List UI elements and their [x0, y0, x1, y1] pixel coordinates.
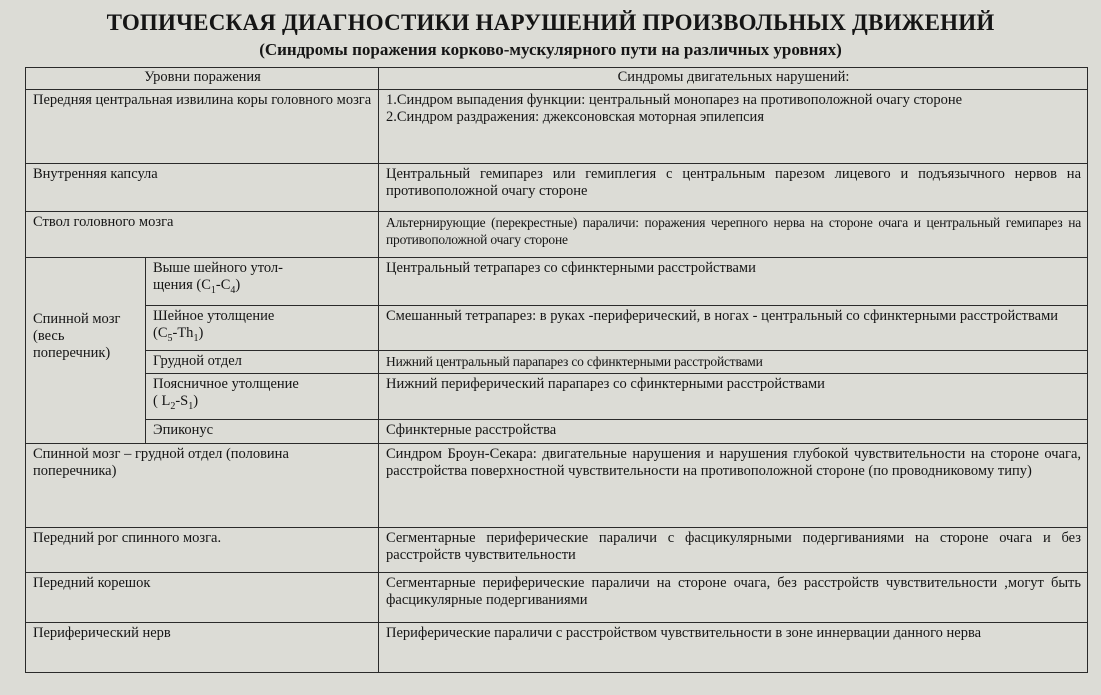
- table-row: [26, 306, 1088, 351]
- syndrome-cell: Периферические параличи с расстройством чувствительности в зоне иннервации данного нерва: [379, 623, 1088, 673]
- syndrome-cell: Сегментарные периферические параличи на стороне очага, без расстройств чувствительности ,могут быть фасцикулярные подергиваниями: [379, 573, 1088, 623]
- syndrome-cell: Альтернирующие (перекрестные) параличи: поражения черепного нерва на стороне очага и центральный гемипарез на противоположной очагу стороне: [379, 212, 1088, 258]
- level-subscript: 4: [230, 284, 236, 296]
- level-range-text: ): [193, 393, 199, 409]
- table-row: [26, 420, 1088, 444]
- level-range-text: ): [235, 277, 241, 293]
- table-row: [26, 573, 1088, 623]
- level-cell: Передний корешок: [26, 573, 379, 623]
- table-row: [26, 623, 1088, 673]
- header-syndromes: Синдромы двигательных нарушений:: [379, 68, 1088, 90]
- spinal-group-label: Спинной мозг (весь поперечник): [33, 310, 121, 361]
- level-cell: [146, 306, 379, 351]
- level-cell: Передняя центральная извилина коры головного мозга: [26, 90, 379, 164]
- level-range-text: -C: [215, 277, 231, 293]
- level-range: [153, 277, 372, 294]
- syndrome-cell: Синдром Броун-Секара: двигательные нарушения и нарушения глубокой чувствительности на стороне очага, расстройства поверхностной чувствительности на противоположной стороне (по проводниковому типу): [379, 444, 1088, 528]
- level-text: Шейное утолщение: [153, 308, 275, 324]
- level-range-text: щения (C: [153, 277, 211, 293]
- syndrome-cell: Смешанный тетрапарез: в руках -периферический, в ногах - центральный со сфинктерными расстройствами: [379, 306, 1088, 351]
- level-cell: Спинной мозг – грудной отдел (половина поперечника): [26, 444, 379, 528]
- level-subscript: 1: [210, 284, 216, 296]
- level-cell: [146, 258, 379, 306]
- syndrome-cell: Центральный гемипарез или гемиплегия с центральным парезом лицевого и подъязычного нервов на противоположной очагу стороне: [379, 164, 1088, 212]
- table-row: [26, 212, 1088, 258]
- level-subscript: 5: [167, 332, 173, 344]
- level-subscript: 2: [170, 400, 176, 412]
- page-subtitle: (Синдромы поражения корково-мускулярного пути на различных уровнях): [259, 40, 842, 59]
- syndrome-cell: Нижний периферический парапарез со сфинктерными расстройствами: [379, 374, 1088, 420]
- level-cell: Периферический нерв: [26, 623, 379, 673]
- table-header-row: [26, 68, 1088, 90]
- syndrome-item: 1.Синдром выпадения функции: центральный монопарез на противоположной очагу стороне: [386, 92, 963, 108]
- level-range-text: -S: [175, 393, 189, 409]
- level-subscript: 1: [193, 332, 199, 344]
- header-level: Уровни поражения: [26, 68, 379, 90]
- level-cell: [146, 374, 379, 420]
- level-cell: Эпиконус: [146, 420, 379, 444]
- table-row: [26, 444, 1088, 528]
- level-text: Поясничное утолщение: [153, 376, 299, 392]
- level-subscript: 1: [188, 400, 194, 412]
- syndrome-cell: [379, 90, 1088, 164]
- level-cell: Передний рог спинного мозга.: [26, 528, 379, 573]
- table-row: [26, 528, 1088, 573]
- table-row: [26, 351, 1088, 374]
- table-row: [26, 374, 1088, 420]
- syndrome-cell: Нижний центральный парапарез со сфинктерными расстройствами: [379, 351, 1088, 374]
- table-row: [26, 258, 1088, 306]
- level-range-text: ( L: [153, 393, 171, 409]
- level-text: Выше шейного утол-: [153, 260, 283, 276]
- level-cell: Внутренняя капсула: [26, 164, 379, 212]
- spinal-group-cell: [26, 258, 146, 444]
- level-range-text: (C: [153, 325, 168, 341]
- level-cell: Ствол головного мозга: [26, 212, 379, 258]
- level-range: [153, 393, 372, 410]
- syndrome-cell: Центральный тетрапарез со сфинктерными расстройствами: [379, 258, 1088, 306]
- level-range-text: ): [198, 325, 204, 341]
- table-row: [26, 164, 1088, 212]
- page-title: ТОПИЧЕСКАЯ ДИАГНОСТИКИ НАРУШЕНИЙ ПРОИЗВОЛЬНЫХ ДВИЖЕНИЙ: [106, 10, 995, 35]
- level-range-text: -Th: [172, 325, 194, 341]
- syndromes-table: [25, 67, 1088, 673]
- syndrome-item: 2.Синдром раздражения: джексоновская моторная эпилепсия: [386, 109, 764, 125]
- table-row: [26, 90, 1088, 164]
- level-range: [153, 325, 372, 342]
- level-cell: Грудной отдел: [146, 351, 379, 374]
- syndrome-cell: Сегментарные периферические параличи с фасцикулярными подергиваниями на стороне очага и без расстройств чувствительности: [379, 528, 1088, 573]
- syndrome-cell: Сфинктерные расстройства: [379, 420, 1088, 444]
